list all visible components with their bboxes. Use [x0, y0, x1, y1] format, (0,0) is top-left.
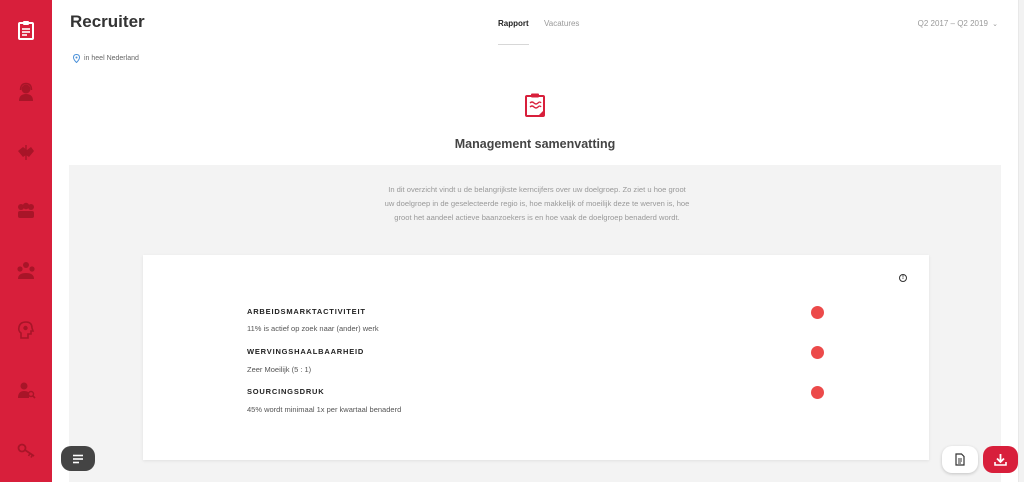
download-button[interactable]: [983, 446, 1018, 473]
report-clipboard-icon: [524, 92, 546, 123]
intro-text: In dit overzicht vindt u de belangrijkste kerncijfers over uw doelgroep. Zo ziet u hoe groot uw doelgroep in de geselecteerde regio is, hoe makkelijk of moeilijk deze te werven is, hoe groot het aandeel actieve baanzoekers is en hoe vaak de doelgroep benaderd wordt.: [384, 185, 690, 222]
sidebar-item-sourcing[interactable]: [0, 370, 52, 410]
status-dot-wervingshaalbaarheid: [811, 346, 824, 359]
metric-label-wervingshaalbaarheid: WERVINGSHAALBAARHEID: [247, 347, 365, 356]
status-dot-sourcingsdruk: [811, 386, 824, 399]
metric-label-arbeidsmarktactiviteit: ARBEIDSMARKTACTIVITEIT: [247, 307, 366, 316]
document-button[interactable]: [942, 446, 978, 473]
sidebar-item-doelgroep[interactable]: [0, 190, 52, 230]
clipboard-icon: [17, 20, 35, 40]
sidebar: [0, 0, 52, 482]
scrollbar[interactable]: [1018, 0, 1024, 482]
metrics-card: [143, 255, 929, 460]
tab-vacatures[interactable]: Vacatures: [544, 19, 580, 28]
chevron-down-icon: ⌄: [992, 21, 998, 28]
metric-value-wervingshaalbaarheid: Zeer Moeilijk (5 : 1): [247, 365, 312, 374]
metric-label-sourcingsdruk: SOURCINGSDRUK: [247, 387, 325, 396]
section-title: Management samenvatting: [454, 137, 616, 151]
status-dot-arbeidsmarktactiviteit: [811, 306, 824, 319]
document-icon: [955, 453, 965, 466]
tab-rapport[interactable]: Rapport: [498, 19, 529, 45]
team-icon: [15, 260, 37, 280]
info-icon[interactable]: !: [899, 274, 907, 282]
period-selector[interactable]: [918, 19, 998, 28]
sidebar-item-toegang[interactable]: [0, 430, 52, 470]
person-headset-icon: [16, 82, 36, 102]
download-icon: [994, 453, 1007, 466]
group-icon: [15, 200, 37, 220]
sidebar-item-team[interactable]: [0, 250, 52, 290]
text-lines-icon: [72, 454, 84, 464]
person-search-icon: [16, 380, 36, 400]
menu-button[interactable]: [61, 446, 95, 471]
app-title: Recruiter: [70, 12, 145, 31]
map-pin-icon: [73, 54, 80, 63]
key-icon: [16, 440, 36, 460]
top-header: [52, 0, 1018, 44]
period-label: Q2 2017 – Q2 2019: [917, 19, 988, 28]
metric-value-arbeidsmarktactiviteit: 11% is actief op zoek naar (ander) werk: [247, 324, 379, 333]
sidebar-item-recruiter[interactable]: [0, 72, 52, 112]
location-filter[interactable]: [73, 54, 139, 63]
sidebar-item-skills[interactable]: [0, 310, 52, 350]
location-label: in heel Nederland: [84, 55, 139, 62]
sidebar-item-rapport[interactable]: [0, 10, 52, 50]
metric-value-sourcingsdruk: 45% wordt minimaal 1x per kwartaal benaderd: [247, 405, 402, 414]
head-gear-icon: [16, 320, 36, 340]
